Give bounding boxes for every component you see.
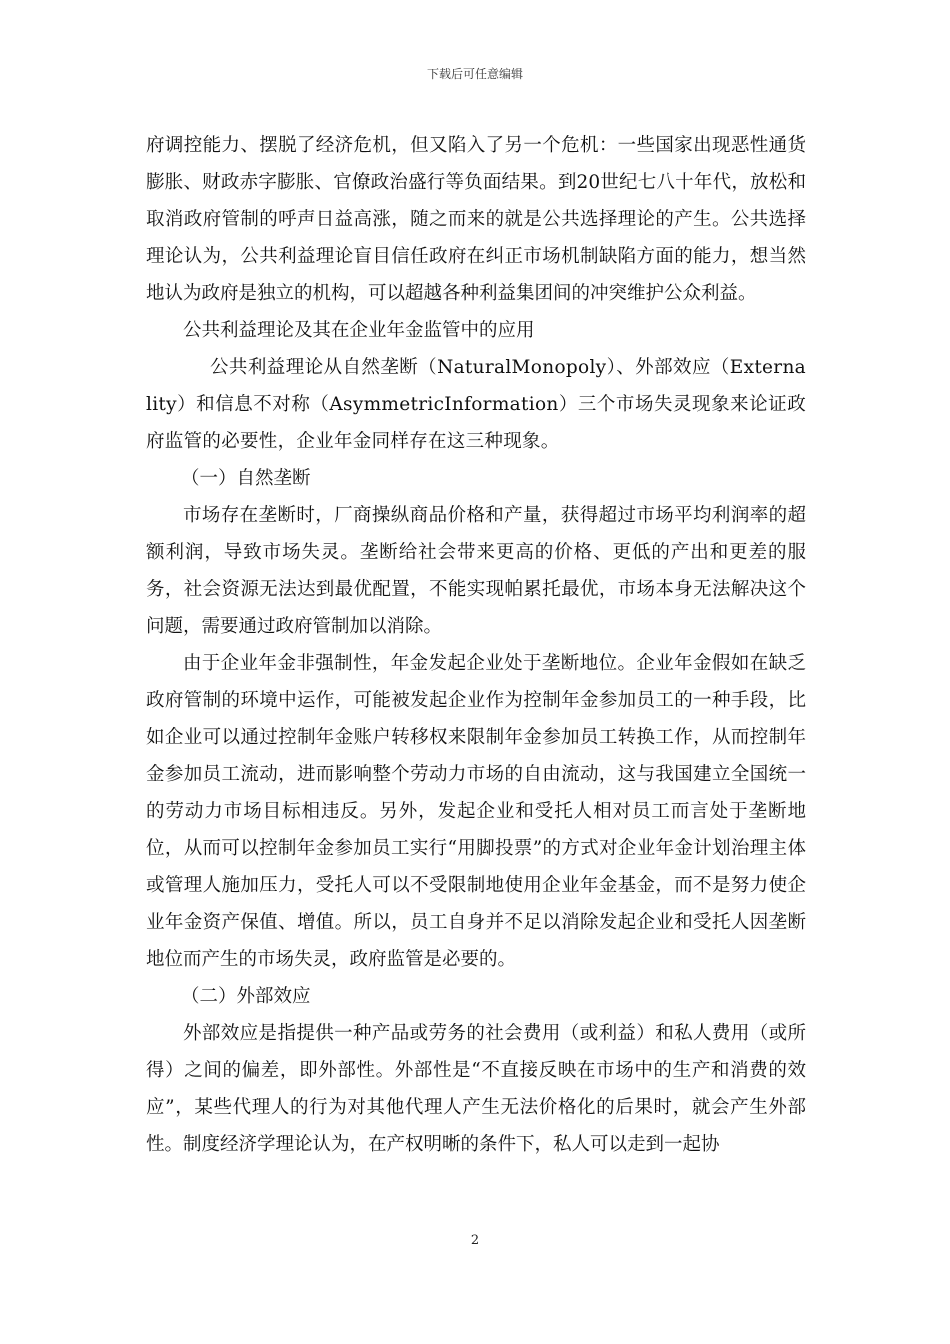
subsection-heading-externality: （二）外部效应 [181, 986, 311, 1007]
paragraph-monopoly-definition: 市场存在垄断时，厂商操纵商品价格和产量，获得超过市场平均利润率的超额利润，导致市场失灵。垄断给社会带来更高的价格、更低的产出和更差的服务，社会资源无法达到最优配置，不能实现帕累托最优，市场本身无法解决这个问题，需要通过政府管制加以消除。 [146, 505, 806, 637]
paragraph-intro: 公共利益理论从自然垄断（NaturalMonopoly）、外部效应（Externality）和信息不对称（AsymmetricInformation）三个市场失灵现象来论证政府监管的必要性，企业年金同样存在这三种现象。 [146, 357, 806, 452]
section-heading: 公共利益理论及其在企业年金监管中的应用 [183, 320, 535, 341]
document-body [146, 127, 806, 1163]
subsection-heading-natural-monopoly: （一）自然垄断 [181, 468, 311, 489]
page-header-note: 下载后可任意编辑 [426, 67, 523, 81]
paragraph-externality: 外部效应是指提供一种产品或劳务的社会费用（或利益）和私人费用（或所得）之间的偏差，即外部性。外部性是“不直接反映在市场中的生产和消费的效应”，某些代理人的行为对其他代理人产生无法价格化的后果时，就会产生外部性。制度经济学理论认为，在产权明晰的条件下，私人可以走到一起协 [146, 1023, 806, 1155]
paragraph-continued: 府调控能力、摆脱了经济危机，但又陷入了另一个危机：一些国家出现恶性通货膨胀、财政赤字膨胀、官僚政治盛行等负面结果。到20世纪七八十年代，放松和取消政府管制的呼声日益高涨，随之而来的就是公共选择理论的产生。公共选择理论认为，公共利益理论盲目信任政府在纠正市场机制缺陷方面的能力，想当然地认为政府是独立的机构，可以超越各种利益集团间的冲突维护公众利益。 [146, 135, 806, 304]
page-number: 2 [470, 1233, 480, 1248]
paragraph-monopoly-pension: 由于企业年金非强制性，年金发起企业处于垄断地位。企业年金假如在缺乏政府管制的环境中运作，可能被发起企业作为控制年金参加员工的一种手段，比如企业可以通过控制年金账户转移权来限制年金参加员工转换工作，从而控制年金参加员工流动，进而影响整个劳动力市场的自由流动，这与我国建立全国统一的劳动力市场目标相违反。另外，发起企业和受托人相对员工而言处于垄断地位，从而可以控制年金参加员工实行“用脚投票”的方式对企业年金计划治理主体或管理人施加压力，受托人可以不受限制地使用企业年金基金，而不是努力使企业年金资产保值、增值。所以，员工自身并不足以消除发起企业和受托人因垄断地位而产生的市场失灵，政府监管是必要的。 [146, 653, 806, 970]
